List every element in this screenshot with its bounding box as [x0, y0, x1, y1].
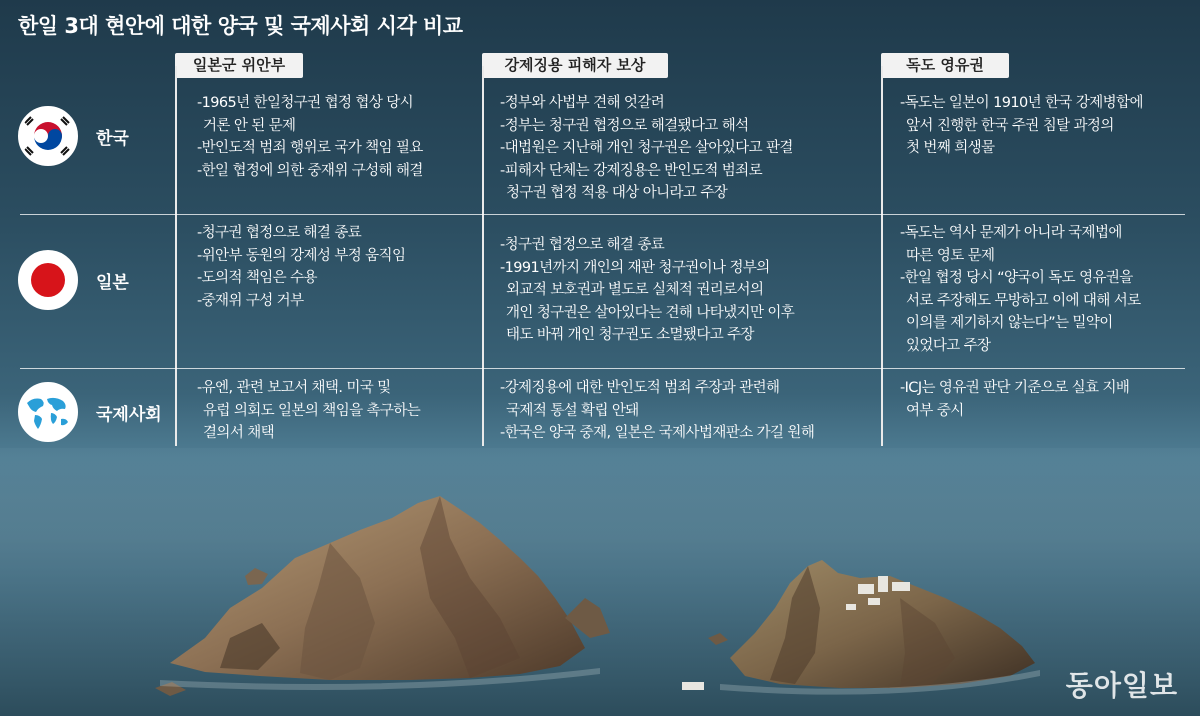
japan-flag-icon: [18, 250, 78, 310]
column-header-forced-labor: 강제징용 피해자 보상: [482, 53, 668, 78]
country-name-international: 국제사회: [96, 404, 162, 425]
cell-line: -위안부 동원의 강제성 부정 움직임: [197, 247, 406, 264]
cell-line: 이의를 제기하지 않는다”는 밀약이: [906, 315, 1113, 331]
row-label-japan: [18, 250, 129, 310]
cell-line: -한일 협정에 의한 중재위 구성해 해결: [197, 162, 423, 179]
cell-line: -청구권 협정으로 해결 종료: [197, 225, 362, 241]
cell-line: -독도는 역사 문제가 아니라 국제법에: [900, 225, 1122, 241]
cell-line: -1965년 한일청구권 협정 협상 당시: [197, 95, 414, 111]
column-divider: [482, 66, 484, 446]
cell-line: 유럽 의회도 일본의 책임을 촉구하는: [203, 402, 421, 419]
country-name-korea: 한국: [96, 128, 129, 149]
cell-line: 개인 청구권은 살아있다는 견해 나타냈지만 이후: [506, 304, 795, 321]
cell-line: -청구권 협정으로 해결 종료: [500, 237, 665, 253]
cell-korea-forced-labor: [500, 92, 793, 205]
cell-line: 있었다고 주장: [906, 337, 991, 354]
row-divider: [20, 214, 1185, 215]
cell-line: -1991년까지 개인의 재판 청구권이나 정부의: [500, 259, 770, 276]
cell-line: 결의서 채택: [203, 425, 275, 441]
dokdo-islands-photo: [0, 448, 1200, 716]
cell-japan-forced-labor: [500, 234, 794, 347]
cell-international-comfort-women: [197, 377, 420, 445]
country-name-japan: 일본: [96, 272, 129, 293]
cell-line: -독도는 일본이 1910년 한국 강제병합에: [900, 95, 1143, 111]
cell-line: -한국은 양국 중재, 일본은 국제사법재판소 가길 원해: [500, 425, 815, 441]
korea-flag-icon: [18, 106, 78, 166]
publisher-watermark: 동아일보: [1065, 669, 1178, 702]
column-header-dokdo: 독도 영유권: [881, 53, 1009, 78]
cell-korea-dokdo: [900, 92, 1143, 160]
cell-international-dokdo: [900, 377, 1129, 422]
row-label-international: [18, 382, 162, 442]
cell-line: 국제적 통설 확립 안돼: [506, 402, 639, 419]
cell-line: -강제징용에 대한 반인도적 범죄 주장과 관련해: [500, 380, 780, 396]
cell-line: 청구권 협정 적용 대상 아니라고 주장: [506, 185, 728, 201]
cell-line: -중재위 구성 거부: [197, 292, 304, 309]
cell-line: -한일 협정 당시 “양국이 독도 영유권을: [900, 270, 1133, 286]
cell-line: -피해자 단체는 강제징용은 반인도적 범죄로: [500, 162, 762, 179]
cell-japan-comfort-women: [197, 222, 405, 312]
cell-line: 서로 주장해도 무방하고 이에 대해 서로: [906, 292, 1141, 309]
row-label-korea: [18, 106, 129, 166]
cell-japan-dokdo: [900, 222, 1141, 357]
cell-line: -정부와 사법부 견해 엇갈려: [500, 95, 665, 111]
cell-line: -정부는 청구권 협정으로 해결됐다고 해석: [500, 117, 749, 134]
globe-icon: [18, 382, 78, 442]
cell-line: -도의적 책임은 수용: [197, 270, 317, 286]
cell-line: 태도 바꿔 개인 청구권도 소멸됐다고 주장: [506, 327, 754, 343]
cell-korea-comfort-women: [197, 92, 423, 182]
cell-line: 거론 안 된 문제: [203, 117, 296, 134]
cell-line: 여부 중시: [906, 402, 964, 419]
cell-line: -대법원은 지난해 개인 청구권은 살아있다고 판결: [500, 140, 793, 156]
cell-line: -ICJ는 영유권 판단 기준으로 실효 지배: [900, 380, 1130, 396]
column-divider: [881, 66, 883, 446]
column-divider: [175, 66, 177, 446]
row-divider: [20, 368, 1185, 369]
cell-line: -유엔, 관련 보고서 채택. 미국 및: [197, 380, 391, 396]
cell-line: -반인도적 범죄 행위로 국가 책임 필요: [197, 140, 423, 156]
page-title: 한일 3대 현안에 대한 양국 및 국제사회 시각 비교: [18, 14, 463, 38]
cell-line: 첫 번째 희생물: [906, 140, 995, 156]
cell-line: 외교적 보호권과 별도로 실체적 권리로서의: [506, 282, 764, 298]
cell-line: 앞서 진행한 한국 주권 침탈 과정의: [906, 117, 1114, 134]
cell-international-forced-labor: [500, 377, 814, 445]
cell-line: 따른 영토 문제: [906, 247, 995, 264]
column-header-comfort-women: 일본군 위안부: [175, 53, 303, 78]
